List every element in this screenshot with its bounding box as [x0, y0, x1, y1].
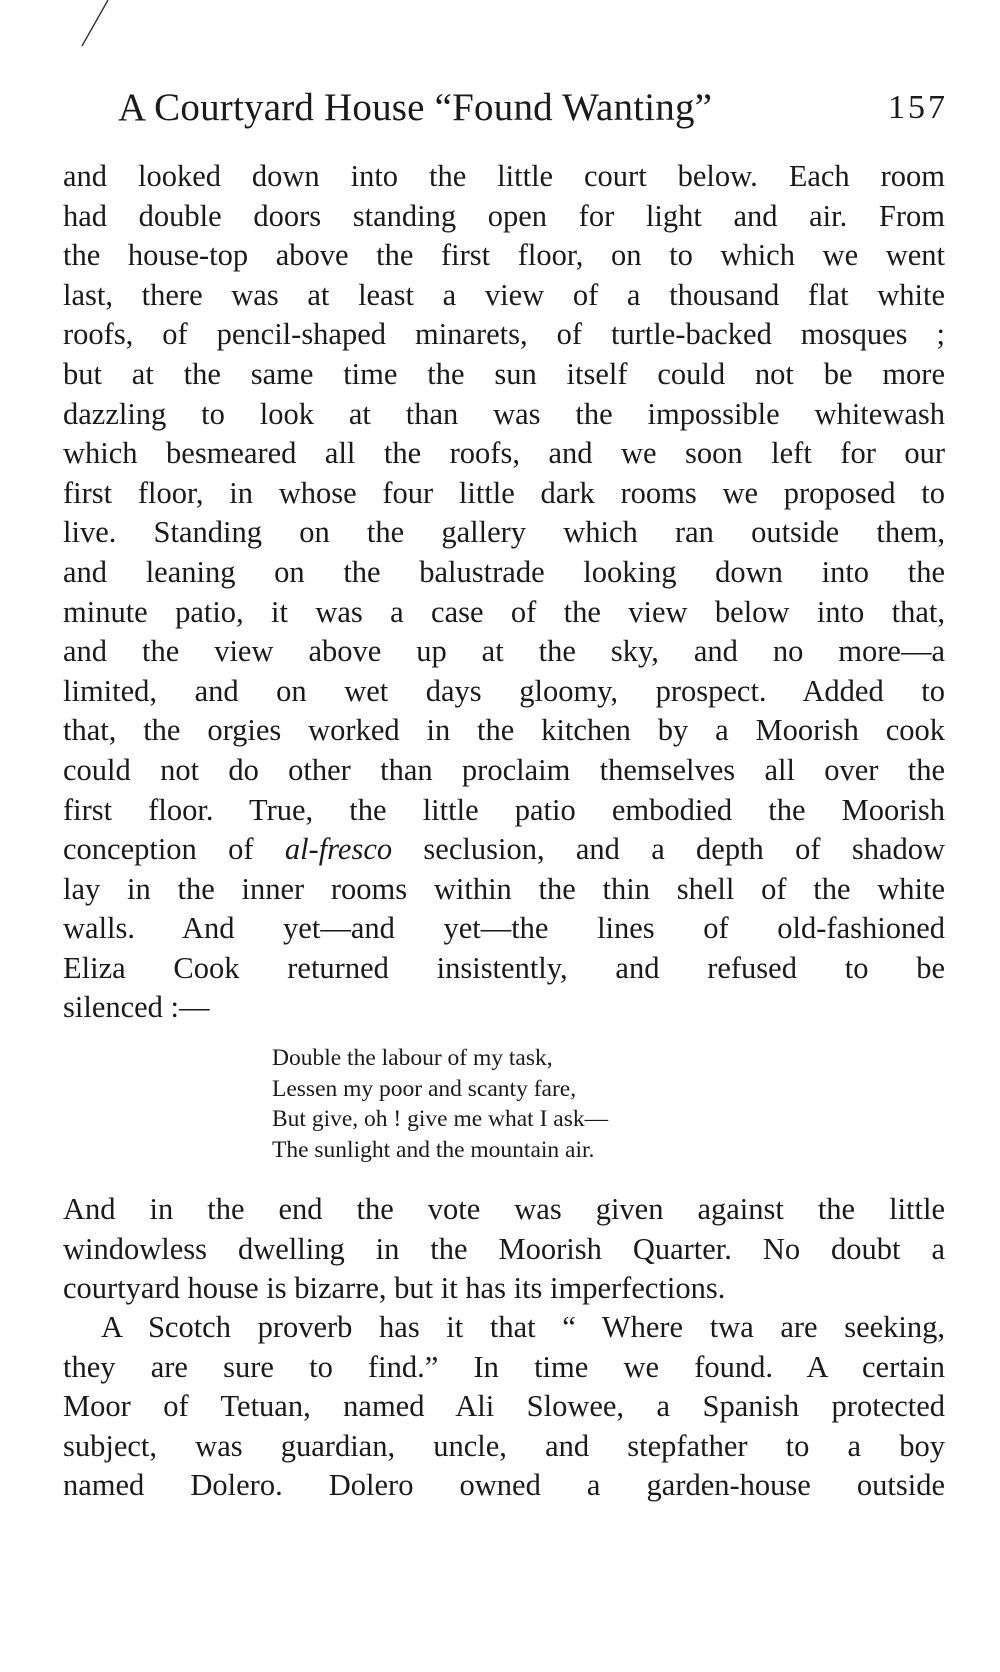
text-line: which besmeared all the roofs, and we soon left for our — [63, 436, 945, 471]
text-line: And in the end the vote was given against the little — [63, 1192, 945, 1226]
paragraph-1 — [63, 157, 945, 1028]
text-line: they are sure to find.” In time we found. A certain — [63, 1349, 945, 1384]
verse-line: The sunlight and the mountain air. — [272, 1136, 595, 1163]
text-line: walls. And yet—and yet—the lines of old-fashioned — [63, 911, 945, 946]
text-line: named Dolero. Dolero owned a garden-house outside — [63, 1468, 945, 1503]
text-fragment: seclusion, and a depth of shadow — [392, 832, 946, 867]
paragraph-2 — [63, 1190, 945, 1309]
paragraph-3 — [63, 1308, 945, 1506]
text-line: last, there was at least a view of a thousand flat white — [63, 277, 945, 312]
text-line: lay in the inner rooms within the thin shell of the white — [63, 871, 945, 906]
text-line: that, the orgies worked in the kitchen by a Moorish cook — [63, 713, 945, 748]
text-line: dazzling to look at than was the impossible whitewash — [63, 396, 945, 431]
text-line: and looked down into the little court below. Each room — [63, 159, 945, 193]
text-line: and leaning on the balustrade looking down into the — [63, 554, 945, 589]
verse-quotation — [272, 1043, 732, 1165]
verse-line: Lessen my poor and scanty fare, — [272, 1075, 577, 1102]
verse-line: But give, oh ! give me what I ask— — [272, 1106, 609, 1132]
text-line-with-italic — [63, 830, 945, 870]
text-line: limited, and on wet days gloomy, prospect. Added to — [63, 673, 945, 708]
text-fragment: conception of — [63, 832, 285, 867]
page-number: 157 — [888, 89, 948, 126]
text-line: windowless dwelling in the Moorish Quarter. No doubt a — [63, 1231, 945, 1266]
text-line: could not do other than proclaim themselves all over the — [63, 752, 945, 787]
text-line: and the view above up at the sky, and no more—a — [63, 634, 945, 669]
text-line: had double doors standing open for light and air. From — [63, 198, 945, 233]
text-line: minute patio, it was a case of the view below into that, — [63, 594, 945, 629]
running-head: A Courtyard House “Found Wanting” — [118, 86, 713, 129]
text-line: courtyard house is bizarre, but it has its imperfections. — [63, 1271, 726, 1306]
pencil-mark — [78, 0, 118, 48]
text-line: live. Standing on the gallery which ran outside them, — [63, 515, 945, 550]
text-line: silenced :— — [63, 990, 210, 1025]
text-line: Moor of Tetuan, named Ali Slowee, a Spanish protected — [63, 1389, 945, 1424]
text-line: first floor, in whose four little dark rooms we proposed to — [63, 475, 945, 510]
text-line: Eliza Cook returned insistently, and refused to be — [63, 950, 945, 985]
text-line: subject, was guardian, uncle, and stepfather to a boy — [63, 1428, 945, 1463]
text-line: roofs, of pencil-shaped minarets, of turtle-backed mosques ; — [63, 317, 945, 352]
text-line: the house-top above the first floor, on to which we went — [63, 238, 945, 273]
page-header — [118, 78, 948, 138]
text-line: but at the same time the sun itself could not be more — [63, 356, 945, 391]
verse-line: Double the labour of my task, — [272, 1045, 553, 1071]
italic-term: al-fresco — [284, 832, 393, 867]
text-line: first floor. True, the little patio embodied the Moorish — [63, 792, 945, 827]
text-line: A Scotch proverb has it that “ Where twa are seeking, — [101, 1310, 945, 1344]
